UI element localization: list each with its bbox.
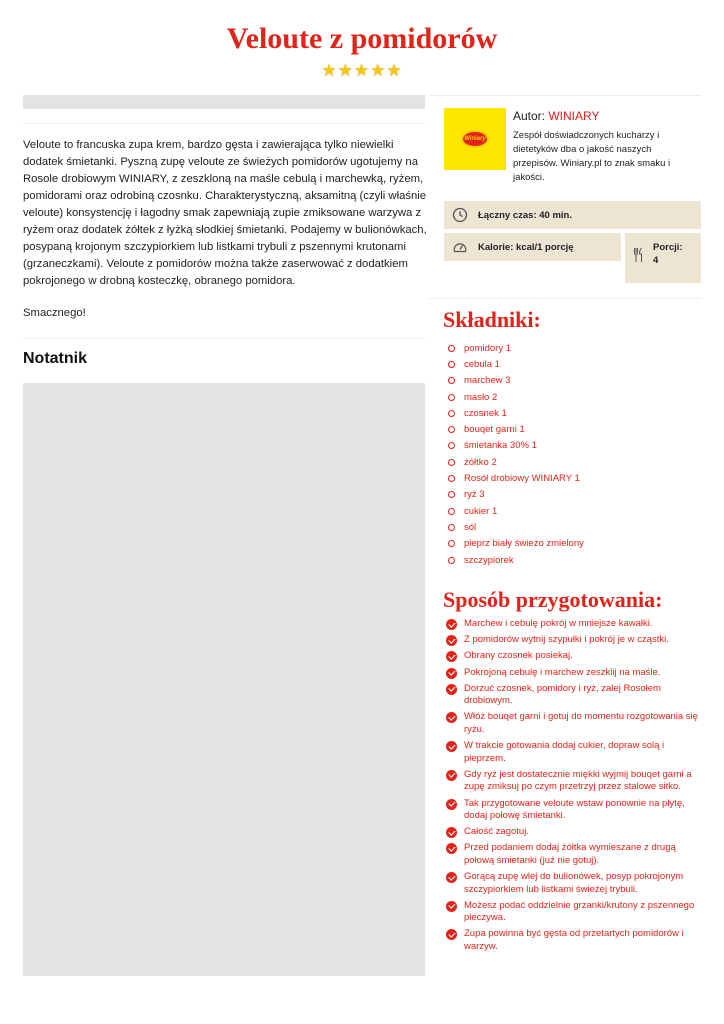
scale-icon — [452, 239, 468, 255]
ingredient-item[interactable] — [448, 536, 584, 552]
ingredient-item[interactable] — [448, 438, 584, 454]
notes-area[interactable] — [23, 383, 425, 976]
ingredient-text: masło 2 — [464, 391, 498, 403]
ingredient-item[interactable] — [448, 519, 584, 535]
step-text: Dorzuć czosnek, pomidory i ryż, zalej Rosołem drobiowym. — [464, 682, 661, 707]
total-time-box — [444, 201, 701, 229]
ingredient-text: pomidory 1 — [464, 342, 511, 354]
ingredient-text: sól — [464, 521, 477, 533]
step-item — [446, 667, 702, 680]
star-icon: ★ — [370, 61, 387, 80]
ring-bullet-icon — [448, 508, 455, 515]
divider — [23, 123, 425, 124]
ring-bullet-icon — [448, 410, 455, 417]
step-item — [446, 683, 702, 708]
portions-value: 4 — [653, 255, 659, 266]
check-circle-icon — [446, 619, 457, 630]
ring-bullet-icon — [448, 475, 455, 482]
ingredient-item[interactable] — [448, 421, 584, 437]
ingredient-item[interactable] — [448, 389, 584, 405]
step-text: Pokrojoną cebulę i marchew zeszklij na maśle. — [464, 666, 661, 678]
ring-bullet-icon — [448, 491, 455, 498]
step-item — [446, 900, 702, 925]
calories-text: Kalorie: kcal/1 porcję — [478, 241, 574, 253]
author-line — [513, 109, 599, 123]
step-item — [446, 928, 702, 953]
star-icon: ★ — [321, 61, 338, 80]
ring-bullet-icon — [448, 426, 455, 433]
author-label: Autor: — [513, 109, 549, 123]
notes-title: Notatnik — [23, 350, 87, 367]
check-circle-icon — [446, 770, 457, 781]
step-text: W trakcie gotowania dodaj cukier, dopraw solą i pieprzem. — [464, 740, 665, 764]
ring-bullet-icon — [448, 442, 455, 449]
description-closing: Smacznego! — [23, 307, 86, 319]
portions-label: Porcji: — [653, 242, 683, 253]
check-circle-icon — [446, 901, 457, 912]
step-text: Całość zagotuj. — [464, 826, 529, 838]
step-text: Tak przygotowane veloute wstaw ponownie na płytę, dodaj połowę śmietanki. — [464, 797, 685, 821]
ring-bullet-icon — [448, 361, 455, 368]
winiary-logo-icon: Winiary — [461, 130, 489, 148]
star-icon: ★ — [337, 61, 354, 80]
clock-icon — [452, 207, 468, 223]
check-circle-icon — [446, 799, 457, 810]
check-circle-icon — [446, 668, 457, 679]
ingredient-item[interactable] — [448, 356, 584, 372]
total-time-text: Łączny czas: 40 min. — [478, 209, 572, 221]
ring-bullet-icon — [448, 345, 455, 352]
ingredient-item[interactable] — [448, 470, 584, 486]
step-item — [446, 618, 702, 631]
ingredients-list — [448, 340, 584, 568]
ring-bullet-icon — [448, 377, 455, 384]
ingredient-text: ryż 3 — [464, 489, 485, 501]
ingredient-text: szczypiorek — [464, 554, 514, 566]
check-circle-icon — [446, 712, 457, 723]
check-circle-icon — [446, 635, 457, 646]
step-item — [446, 798, 702, 823]
ring-bullet-icon — [448, 557, 455, 564]
recipe-description — [23, 137, 427, 322]
ingredient-text: pieprz biały świeżo zmielony — [464, 538, 584, 550]
steps-list — [446, 618, 702, 957]
divider — [23, 338, 425, 339]
ingredient-item[interactable] — [448, 454, 584, 470]
step-text: Gorącą zupę wlej do bulionówek, posyp pokrojonym szczypiorkiem lub listkami świeżej trybuli. — [464, 871, 684, 895]
ingredient-item[interactable] — [448, 340, 584, 356]
ingredient-text: śmietanka 30% 1 — [464, 440, 537, 452]
ingredient-text: marchew 3 — [464, 375, 511, 387]
ingredient-text: cebula 1 — [464, 358, 500, 370]
rating-stars — [0, 61, 724, 81]
author-logo[interactable] — [444, 108, 506, 170]
step-text: Z pomidorów wytnij szypułki i pokrój je w cząstki. — [464, 634, 669, 646]
image-placeholder — [23, 95, 425, 109]
step-text: Gdy ryż jest dostatecznie miękki wyjmij bouqet garni a zupę zmiksuj po czym przetrzyj przez stalowe sitko. — [464, 768, 692, 793]
ingredients-title: Składniki: — [443, 307, 541, 332]
check-circle-icon — [446, 684, 457, 695]
step-item — [446, 769, 702, 794]
step-item — [446, 634, 702, 647]
divider — [429, 298, 701, 299]
author-link[interactable]: WINIARY — [548, 109, 600, 123]
step-text: Obrany czosnek posiekaj. — [464, 650, 573, 662]
ring-bullet-icon — [448, 394, 455, 401]
ingredient-text: czosnek 1 — [464, 407, 507, 419]
ring-bullet-icon — [448, 524, 455, 531]
step-text: Przed podaniem dodaj żółtka wymieszane z drugą połową śmietanki (już nie gotuj). — [464, 842, 676, 866]
step-text: Możesz podać oddzielnie grzanki/krutony z pszennego pieczywa. — [464, 899, 695, 924]
check-circle-icon — [446, 827, 457, 838]
ring-bullet-icon — [448, 540, 455, 547]
ingredient-text: żółtko 2 — [464, 456, 497, 468]
check-circle-icon — [446, 872, 457, 883]
portions-box — [625, 233, 701, 283]
step-text: Marchew i cebulę pokrój w mniejsze kawałki. — [464, 618, 653, 629]
check-circle-icon — [446, 741, 457, 752]
ingredient-item[interactable] — [448, 373, 584, 389]
step-item — [446, 740, 702, 765]
step-item — [446, 711, 702, 736]
calories-box — [444, 233, 621, 261]
step-item — [446, 871, 702, 896]
ingredient-text: bouqet garni 1 — [464, 424, 525, 436]
step-text: Zupa powinna być gęsta od przetartych pomidorów i warzyw. — [464, 928, 684, 952]
check-circle-icon — [446, 843, 457, 854]
step-item — [446, 650, 702, 663]
recipe-title: Veloute z pomidorów — [226, 22, 498, 55]
star-icon: ★ — [353, 61, 371, 80]
cutlery-icon — [633, 247, 643, 263]
check-circle-icon — [446, 929, 457, 940]
check-circle-icon — [446, 651, 457, 662]
ingredient-text: Rosół drobiowy WINIARY 1 — [464, 473, 580, 485]
divider — [429, 95, 701, 96]
ring-bullet-icon — [448, 459, 455, 466]
description-paragraph: Veloute to francuska zupa krem, bardzo gęsta i zawierająca tylko niewielki dodatek śmietanki. Pyszną zupę veloute ze świeżych pomidorów ugotujemy na Rosole drobiowym WINIARY, z zeszkloną na maśle cebulą i marchewką, ryżem, pomidorami oraz odrobiną czosnku. Charakterystyczną, aksamitną (czyli właśnie veloute) konsystencję i łagodny smak zapewniają zupie zmiksowane warzywa z ryżem oraz dodatek żółtek z łyżką słodkiej śmietanki. Podajemy w bulionówkach, posypaną krojonym szczypiorkiem lub listkami trybuli z pszennymi krutonami (grzaneczkami). Veloute z pomidorów można także zaserwować z dodatkiem pokrojonego w drobną kosteczkę, obranego pomidora. — [23, 139, 427, 287]
step-text: Włóż bouqet garni i gotuj do momentu rozgotowania się ryżu. — [464, 711, 698, 735]
step-item — [446, 826, 702, 839]
ingredient-text: cukier 1 — [464, 505, 498, 517]
ingredient-item[interactable] — [448, 503, 584, 519]
ingredient-item[interactable] — [448, 552, 584, 568]
ingredient-item[interactable] — [448, 405, 584, 421]
author-bio: Zespół doświadczonych kucharzy i dietetyków dba o jakość naszych przepisów. Winiary.pl to znak smaku i jakości. — [513, 130, 671, 183]
ingredient-item[interactable] — [448, 487, 584, 503]
step-item — [446, 842, 702, 867]
steps-title: Sposób przygotowania: — [443, 587, 663, 612]
star-icon: ★ — [386, 61, 403, 80]
